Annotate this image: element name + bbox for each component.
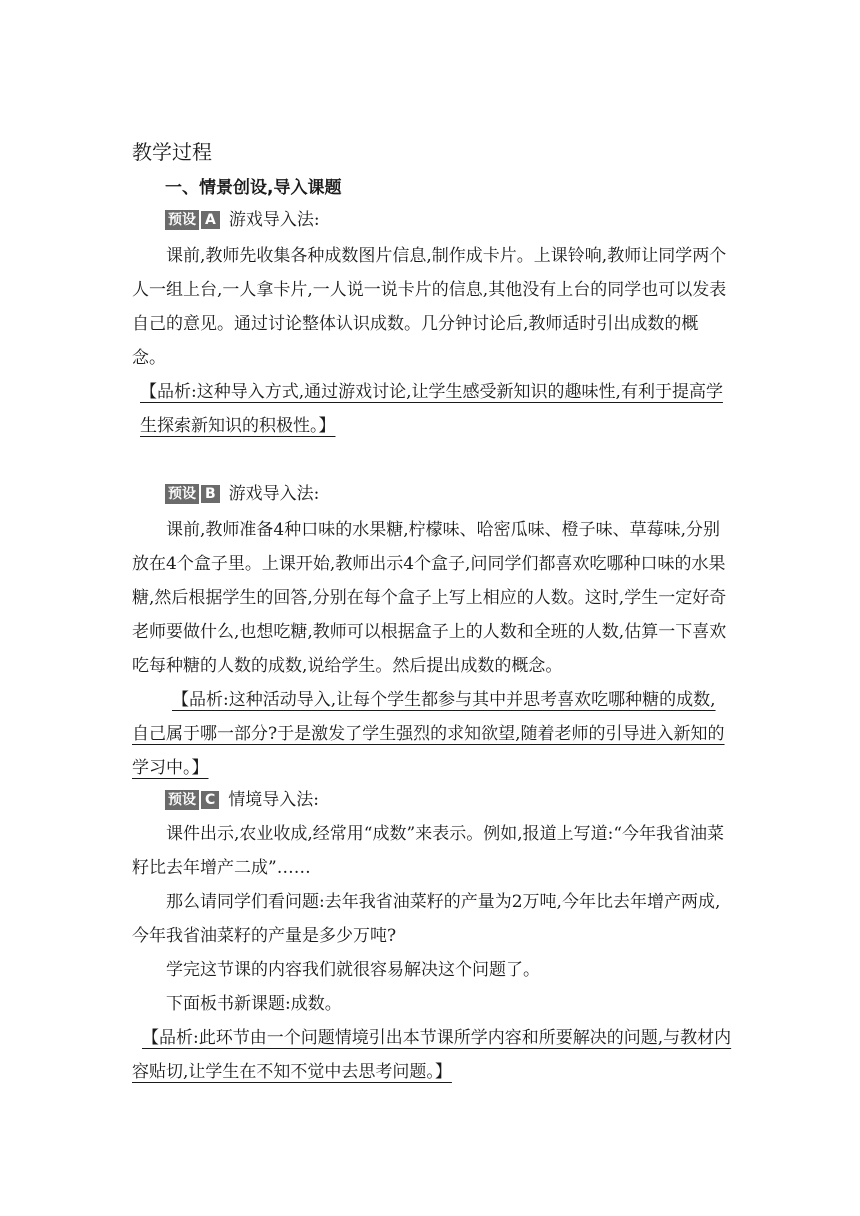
preset-b-badge xyxy=(165,484,221,504)
preset-badge-label: 预设 xyxy=(165,210,199,230)
preset-a-badge xyxy=(165,210,221,230)
paragraph: 课前,教师准备4种口味的水果糖,柠檬味、哈密瓜味、橙子味、草莓味,分别放在4个盒子里。上课开始,教师出示4个盒子,问同学们都喜欢吃哪种口味的水果糖,然后根据学生的回答,分别在每个盒子上写上相应的人数。这时,学生一定好奇老师要做什么,也想吃糖,教师可以根据盒子上的人数和全班的人数,估算一下喜欢吃每种糖的人数的成数,说给学生。然后提出成数的概念。 xyxy=(132,520,727,676)
paragraph: 课件出示,农业收成,经常用“成数”来表示。例如,报道上写道:“今年我省油菜籽比去年增产二成”…… xyxy=(132,824,725,878)
preset-badge-label: 预设 xyxy=(165,484,199,504)
preset-b-header xyxy=(165,481,319,507)
preset-badge-letter: A xyxy=(200,210,221,230)
preset-a-header xyxy=(165,207,320,233)
paragraph: 课前,教师先收集各种成数图片信息,制作成卡片。上课铃响,教师让同学两个人一组上台,一人拿卡片,一人说一说卡片的信息,其他没有上台的同学也可以发表自己的意见。通过讨论整体认识成数。几分钟讨论后,教师适时引出成数的概念。 xyxy=(132,246,727,368)
preset-badge-letter: C xyxy=(200,790,220,810)
preset-c-badge xyxy=(165,790,220,810)
preset-a-body xyxy=(132,239,732,375)
preset-c-analysis xyxy=(132,1021,732,1089)
analysis-note: 【品析:这种导入方式,通过游戏讨论,让学生感受新知识的趣味性,有利于提高学生探索新知识的积极性。】 xyxy=(140,382,723,436)
paragraph: 学完这节课的内容我们就很容易解决这个问题了。 xyxy=(166,960,540,980)
paragraph: 下面板书新课题:成数。 xyxy=(166,994,342,1014)
preset-c-header xyxy=(165,787,319,813)
section-heading: 一、情景创设,导入课题 xyxy=(165,178,342,198)
preset-b-body xyxy=(132,513,732,683)
analysis-note: 【品析:这种活动导入,让每个学生都参与其中并思考喜欢吃哪种糖的成数,自己属于哪一部分?于是激发了学生强烈的求知欲望,随着老师的引导进入新知的学习中。】 xyxy=(132,690,725,778)
preset-c-body xyxy=(132,817,732,1021)
preset-method: 游戏导入法: xyxy=(228,484,320,504)
preset-badge-label: 预设 xyxy=(165,790,199,810)
page-title: 教学过程 xyxy=(132,140,212,164)
preset-method: 情境导入法: xyxy=(228,790,320,810)
analysis-note: 【品析:此环节由一个问题情境引出本节课所学内容和所要解决的问题,与教材内容贴切,让学生在不知不觉中去思考问题。】 xyxy=(132,1028,732,1082)
preset-b-analysis xyxy=(132,683,732,785)
preset-method: 游戏导入法: xyxy=(228,210,320,230)
preset-badge-letter: B xyxy=(200,484,221,504)
preset-a-analysis xyxy=(140,375,732,443)
paragraph: 那么请同学们看问题:去年我省油菜籽的产量为2万吨,今年比去年增产两成,今年我省油菜籽的产量是多少万吨? xyxy=(132,892,721,946)
